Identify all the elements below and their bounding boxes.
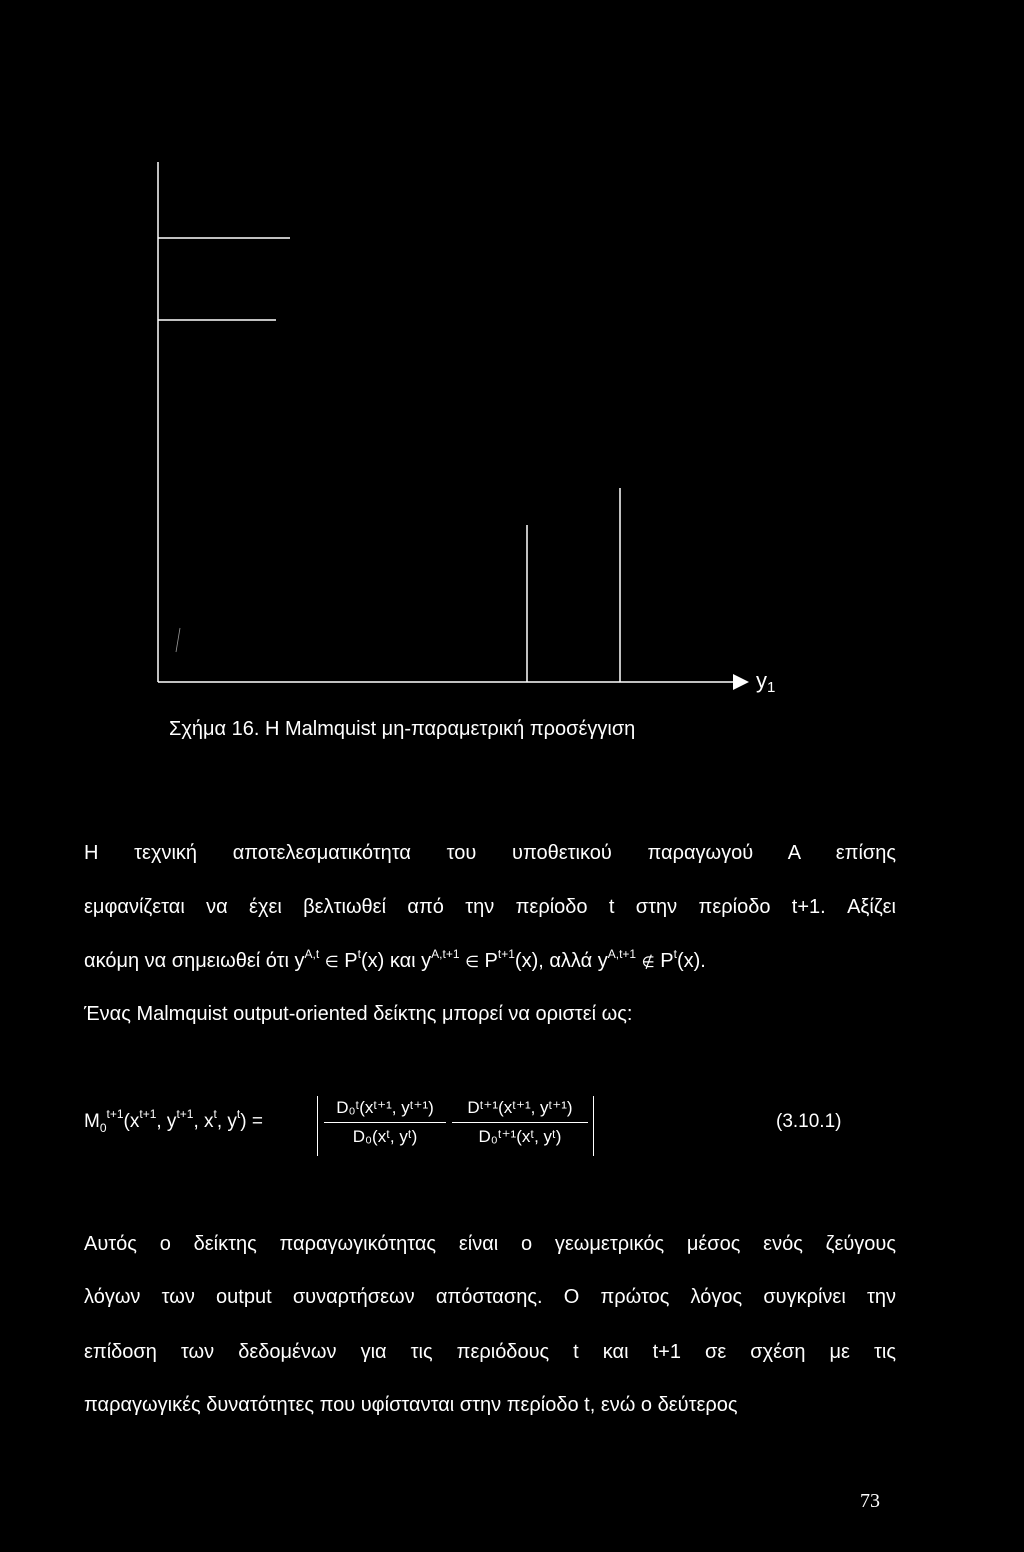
formula-fraction-1 xyxy=(324,1094,446,1151)
formula-y-sup: t+1 xyxy=(176,1107,194,1121)
formula-left-bar xyxy=(317,1096,318,1156)
fraction2-numerator: Dᵗ⁺¹(xᵗ⁺¹, yᵗ⁺¹) xyxy=(467,1098,573,1117)
malmquist-formula xyxy=(84,1094,884,1158)
p1-text-a: ακόμη να σημειωθεί ότι y xyxy=(84,950,305,972)
equation-number: (3.10.1) xyxy=(776,1111,842,1132)
p1-sup3: A,t+1 xyxy=(431,947,460,961)
figure-malmquist-diagram xyxy=(0,0,1024,700)
formula-M-sub: 0 xyxy=(99,1121,107,1135)
faint-dash xyxy=(176,628,180,652)
p1-text-f: P xyxy=(654,950,674,972)
p1-sup4: t+1 xyxy=(497,947,515,961)
element-of-symbol-2: ∈ xyxy=(465,954,479,971)
p1-sup2: t xyxy=(357,947,361,961)
p1-sup1: A,t xyxy=(304,947,320,961)
axis-arrowhead xyxy=(733,674,749,690)
p1-text-g: (x). xyxy=(676,950,706,972)
axis-label-y: y xyxy=(756,668,767,693)
page-number: 73 xyxy=(860,1490,880,1512)
p1-text-b: P xyxy=(338,950,358,972)
figure-caption: Σχήμα 16. Η Malmquist μη-παραμετρική προσέγγιση xyxy=(169,718,636,740)
paragraph1-line1: Η τεχνική αποτελεσματικότητα του υποθετικού παραγωγού Α επίσης xyxy=(84,842,896,864)
axis-label-y1 xyxy=(756,668,775,696)
formula-x-sup: t+1 xyxy=(139,1107,157,1121)
formula-M: M xyxy=(84,1111,100,1132)
p1-sup5: A,t+1 xyxy=(607,947,637,961)
fraction1-denominator: D₀(xᵗ, yᵗ) xyxy=(352,1127,418,1146)
formula-lhs xyxy=(84,1107,263,1135)
p1-sup6: t xyxy=(673,947,677,961)
formula-xt: , x xyxy=(193,1111,214,1132)
paragraph1-line2: εμφανίζεται να έχει βελτιωθεί από την περίοδο t στην περίοδο t+1. Αξίζει xyxy=(84,896,896,918)
p1-text-c: (x) και y xyxy=(360,950,432,972)
fraction1-numerator: D₀ᵗ(xᵗ⁺¹, yᵗ⁺¹) xyxy=(336,1098,434,1117)
formula-yt-sup: t xyxy=(236,1107,241,1121)
paragraph3-line3: επίδοση των δεδομένων για τις περιόδους t και t+1 σε σχέση με τις xyxy=(84,1341,896,1363)
formula-y: , y xyxy=(156,1111,177,1132)
formula-fraction-2 xyxy=(452,1094,588,1151)
p1-text-d: P xyxy=(479,950,498,972)
formula-right-bar xyxy=(593,1096,594,1156)
formula-M-sup: t+1 xyxy=(106,1107,124,1121)
paragraph2: Ένας Malmquist output-oriented δείκτης μπορεί να οριστεί ως: xyxy=(84,1003,633,1025)
formula-close: ) = xyxy=(240,1111,263,1132)
formula-yt: , y xyxy=(216,1111,237,1132)
paragraph1-line3 xyxy=(84,947,896,973)
fraction2-denominator: D₀ᵗ⁺¹(xᵗ, yᵗ) xyxy=(478,1127,562,1146)
axis-label-subscript: 1 xyxy=(767,679,776,696)
paragraph3-line4: παραγωγικές δυνατότητες που υφίστανται στην περίοδο t, ενώ ο δεύτερος xyxy=(84,1394,738,1416)
element-of-symbol: ∈ xyxy=(324,954,339,971)
paragraph3-line2: λόγων των output συναρτήσεων απόστασης. Ο πρώτος λόγος συγκρίνει την xyxy=(84,1286,896,1308)
formula-xt-sup: t xyxy=(213,1107,217,1121)
not-element-of-symbol: ∉ xyxy=(641,954,655,971)
paragraph3-line1: Αυτός ο δείκτης παραγωγικότητας είναι ο γεωμετρικός μέσος ενός ζεύγους xyxy=(84,1233,896,1255)
formula-args-open: (x xyxy=(123,1111,140,1132)
p1-text-e: (x), αλλά y xyxy=(514,950,608,972)
